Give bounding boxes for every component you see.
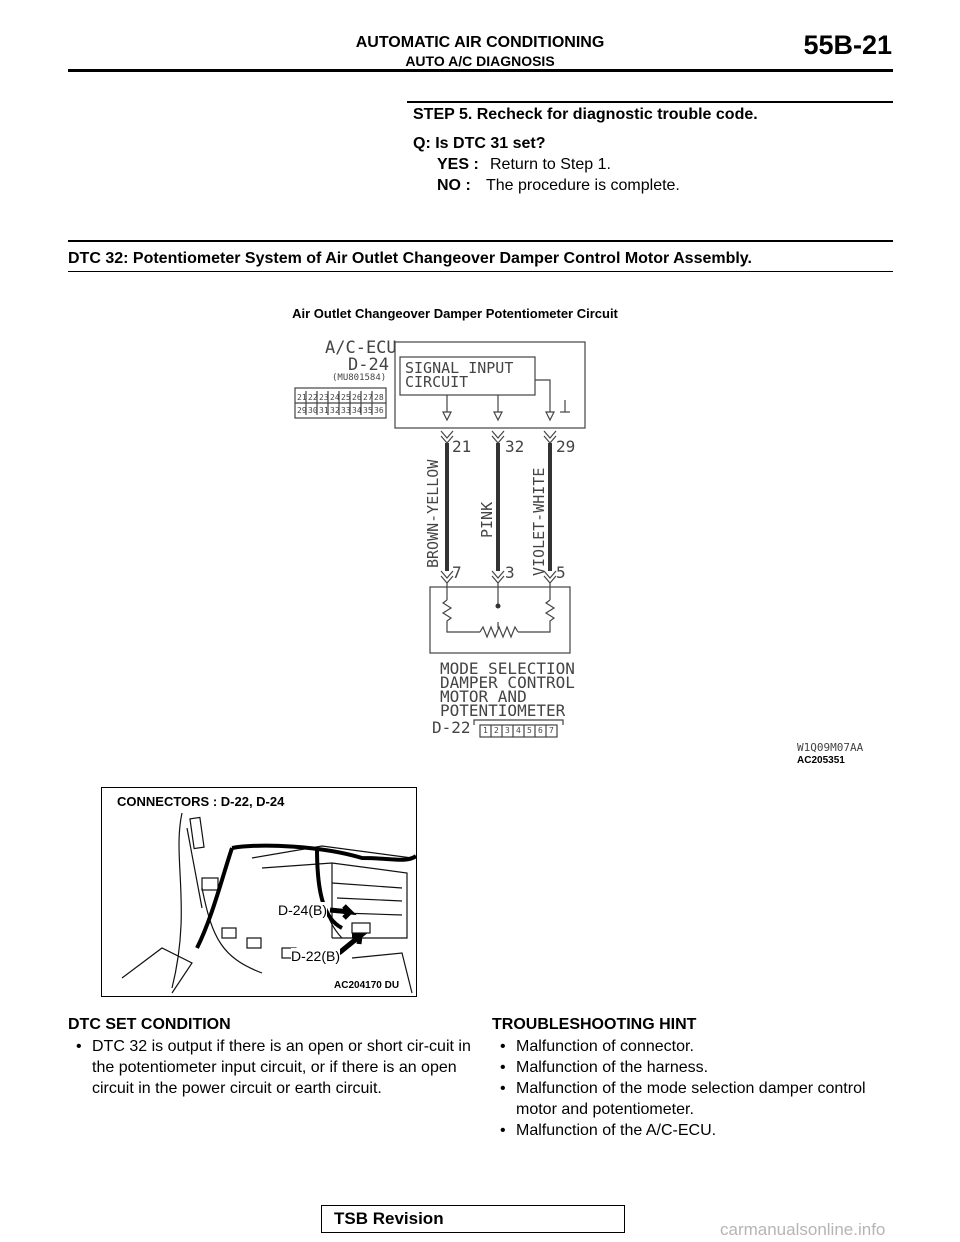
pin: 3: [505, 726, 510, 735]
yes-label: YES :: [437, 156, 479, 173]
motor-terminal-3: 3: [505, 563, 515, 582]
hint-item: • Malfunction of the harness.: [492, 1057, 896, 1078]
hint-item: • Malfunction of connector.: [492, 1036, 896, 1057]
pin: 36: [374, 406, 384, 415]
section-title: AUTOMATIC AIR CONDITIONING: [355, 34, 605, 51]
pin: 32: [330, 406, 340, 415]
pin: 23: [319, 393, 329, 402]
wire-label-pink: PINK: [478, 501, 496, 538]
pin: 29: [297, 406, 307, 415]
pin: 1: [483, 726, 488, 735]
motor-connector-label: D-22: [432, 718, 471, 737]
hint-heading: TROUBLESHOOTING HINT: [492, 1016, 697, 1033]
ecu-connector-label: D-24: [348, 355, 389, 375]
tsb-revision-box: TSB Revision: [321, 1205, 625, 1233]
hint-list: [492, 1036, 896, 1141]
motor-terminal-5: 5: [556, 563, 566, 582]
pin: 34: [352, 406, 362, 415]
pin: 27: [363, 393, 373, 402]
signal-line-1: SIGNAL INPUT: [405, 359, 514, 377]
set-condition-list: [68, 1036, 476, 1099]
pin: 31: [319, 406, 329, 415]
dtc-heading: DTC 32: Potentiometer System of Air Outlet Changeover Damper Control Motor Assembly.: [68, 250, 752, 267]
ecu-terminal-21: 21: [452, 437, 472, 456]
circuit-figure-id: AC205351: [797, 755, 845, 766]
ecu-label: A/C-ECU: [325, 338, 397, 358]
hint-item: • Malfunction of the mode selection damper control motor and potentiometer.: [492, 1078, 896, 1120]
yes-text: Return to Step 1.: [490, 156, 611, 173]
pin: 6: [538, 726, 543, 735]
motor-line-1: MODE SELECTION: [440, 659, 575, 678]
signal-input-label: [405, 361, 513, 389]
no-text: The procedure is complete.: [486, 177, 680, 194]
page-number: 55B-21: [803, 30, 892, 60]
pin: 21: [297, 393, 307, 402]
section-subtitle: AUTO A/C DIAGNOSIS: [405, 53, 555, 69]
pin: 28: [374, 393, 384, 402]
ecu-terminal-29: 29: [556, 437, 576, 456]
pin: 26: [352, 393, 362, 402]
pin: 2: [494, 726, 499, 735]
pin: 30: [308, 406, 318, 415]
pin: 4: [516, 726, 521, 735]
ecu-terminal-32: 32: [505, 437, 525, 456]
circuit-title: Air Outlet Changeover Damper Potentiometer Circuit: [292, 306, 618, 321]
step-heading: STEP 5. Recheck for diagnostic trouble code.: [413, 106, 758, 123]
pin: 22: [308, 393, 318, 402]
no-label: NO :: [437, 177, 471, 194]
pin: 25: [341, 393, 351, 402]
set-condition-item: • DTC 32 is output if there is an open or short cir-cuit in the potentiometer input circuit, or if there is an open circuit in the power circuit or earth circuit.: [68, 1036, 476, 1099]
motor-label: [440, 659, 575, 720]
motor-box: [430, 587, 570, 653]
pin: 33: [341, 406, 351, 415]
watermark: carmanualsonline.info: [720, 1220, 886, 1239]
wire-label-brown-yellow: BROWN-YELLOW: [424, 459, 442, 568]
motor-line-2: DAMPER CONTROL: [440, 673, 575, 692]
location-label-d24: D-24(B): [278, 902, 328, 918]
pin: 7: [549, 726, 554, 735]
connector-location-figure: [101, 787, 417, 997]
signal-line-2: CIRCUIT: [405, 373, 469, 391]
wire-label-violet-white: VIOLET-WHITE: [530, 467, 548, 576]
set-condition-heading: DTC SET CONDITION: [68, 1016, 231, 1033]
dashboard-sketch: [102, 788, 416, 996]
location-label-d22: D-22(B): [291, 948, 341, 964]
location-figure-id: AC204170 DU: [334, 980, 400, 991]
pin: 35: [363, 406, 373, 415]
pin: 5: [527, 726, 532, 735]
pin: 24: [330, 393, 340, 402]
hint-item: • Malfunction of the A/C-ECU.: [492, 1120, 896, 1141]
drawing-code: W1Q09M07AA: [797, 741, 864, 754]
motor-terminal-7: 7: [452, 563, 462, 582]
ecu-part-number: (MU801584): [332, 373, 387, 383]
location-title: CONNECTORS : D-22, D-24: [117, 794, 285, 809]
motor-line-3: MOTOR AND: [440, 687, 527, 706]
step-question: Q: Is DTC 31 set?: [413, 135, 546, 152]
motor-line-4: POTENTIOMETER: [440, 701, 566, 720]
